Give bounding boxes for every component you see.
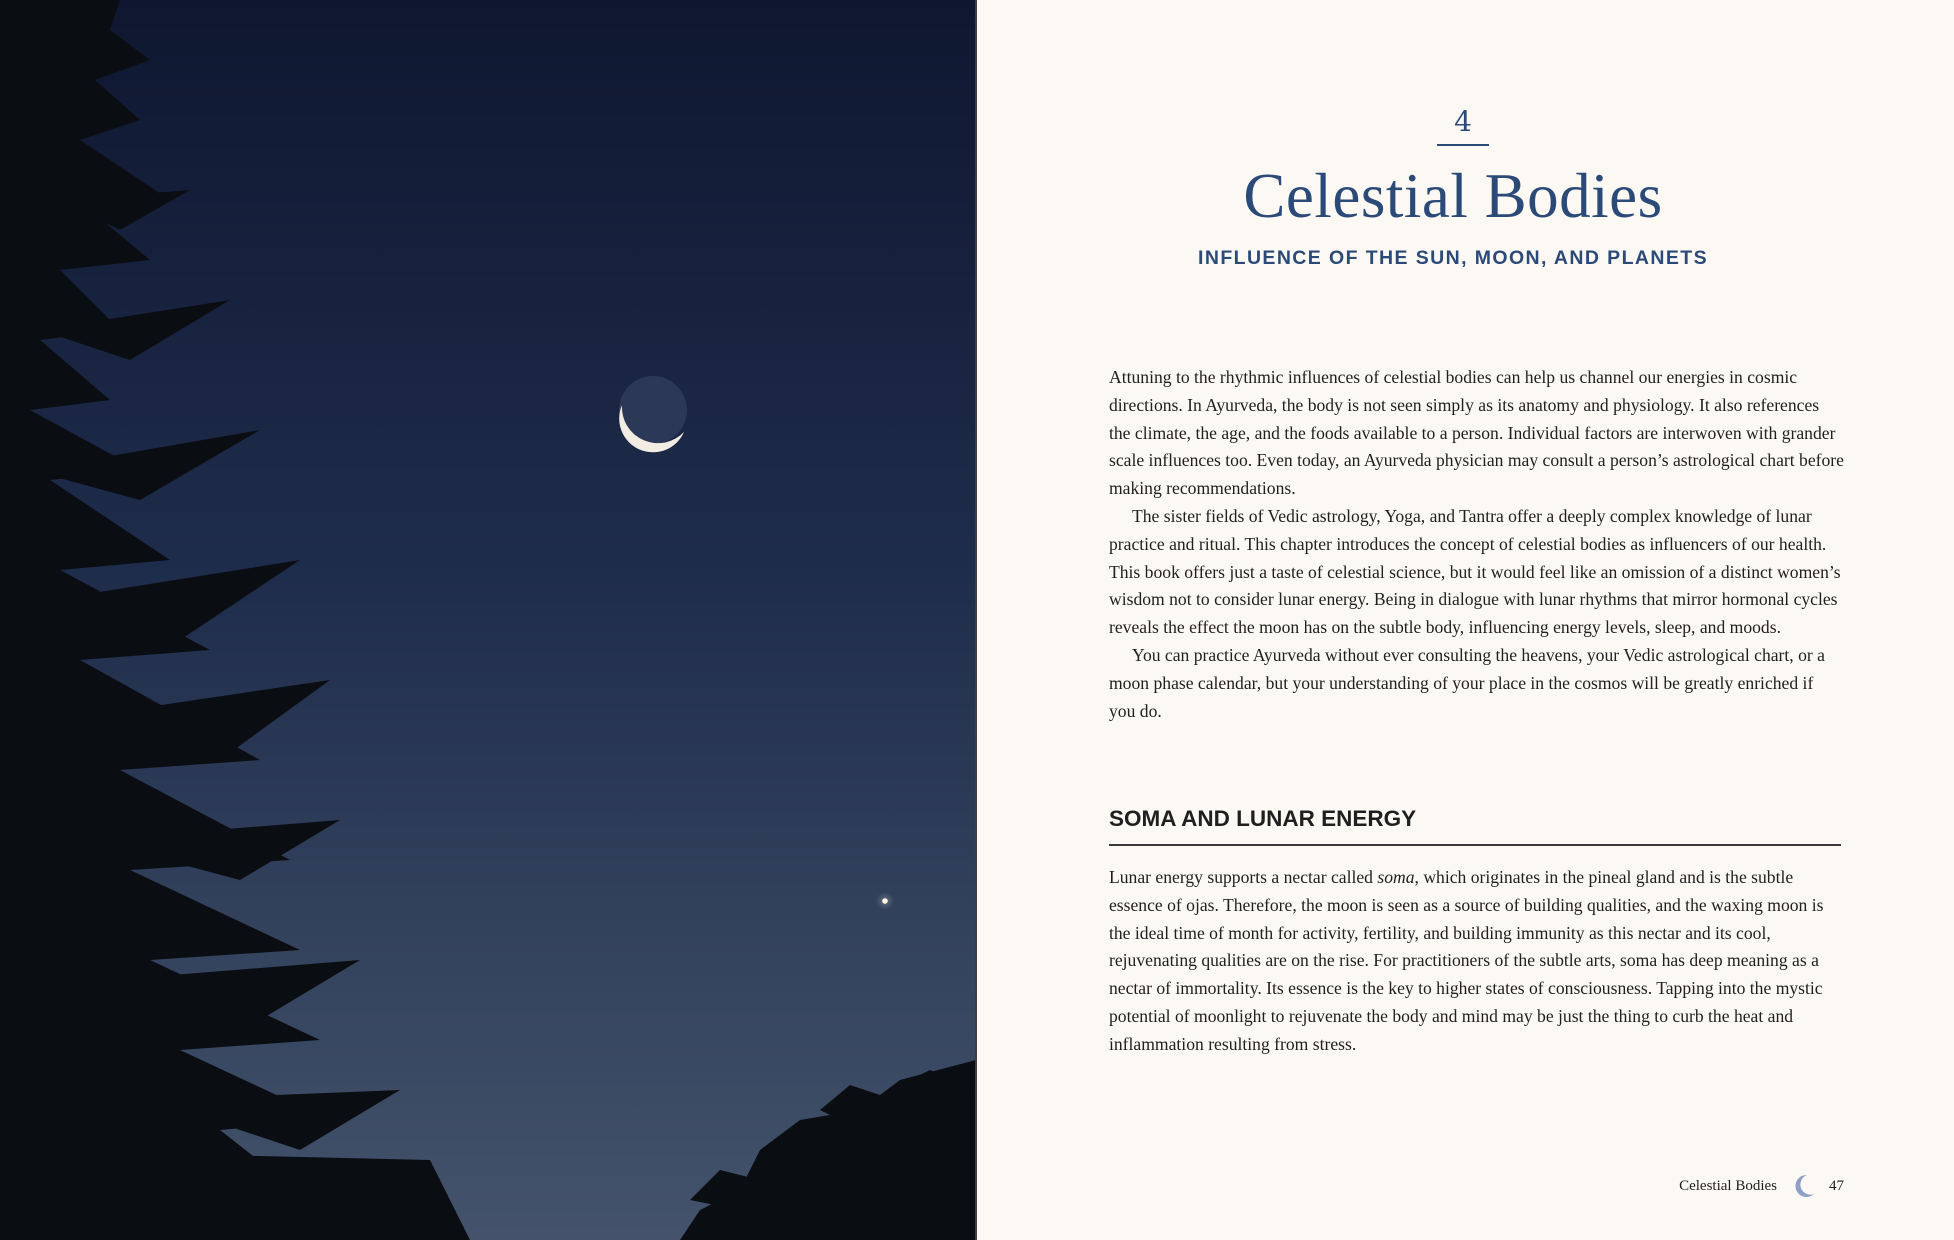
chapter-subtitle: INFLUENCE OF THE SUN, MOON, AND PLANETS: [1198, 247, 1708, 269]
intro-paragraph-3: You can practice Ayurveda without ever consulting the heavens, your Vedic astrological chart, or a moon phase calendar, but your understanding of your place in the cosmos will be greatly enriched if you do.: [1109, 644, 1825, 721]
intro-paragraph-1: Attuning to the rhythmic influences of celestial bodies can help us channel our energies in cosmic directions. In Ayurveda, the body is not seen simply as its anatomy and physiology. It also references the climate, the age, and the foods available to a person. Individual factors are interwoven with grander scale influences too. Even today, an Ayurveda physician may consult a person’s astrological chart before making recommendations.: [1109, 367, 1844, 499]
chapter-number: 4: [1454, 105, 1472, 138]
page-number: 47: [1829, 1177, 1844, 1194]
right-page: [977, 0, 1954, 1240]
section-paragraph-1-rest: , which originates in the pineal gland and is the subtle essence of ojas. Therefore, the moon is seen as a source of building qualities, and the waxing moon is the ideal time of month for activity, fertility, and building immunity as this nectar and its cool, rejuvenating qualities are on the rise. For practitioners of the subtle arts, soma has deep meaning as a nectar of immortality. Its essence is the key to higher states of consciousness. Tapping into the mystic potential of moonlight to rejuvenate the body and mind may be just the thing to curb the heat and inflammation resulting from stress.: [1109, 867, 1824, 1054]
section-text: [1109, 864, 1844, 1059]
soma-term: soma: [1377, 867, 1415, 887]
intro-paragraph-2: The sister fields of Vedic astrology, Yoga, and Tantra offer a deeply complex knowledge of lunar practice and ritual. This chapter introduces the concept of celestial bodies as influencers of our health. This book offers just a taste of celestial science, but it would feel like an omission of a distinct women’s wisdom not to consider lunar energy. Being in dialogue with lunar rhythms that mirror hormonal cycles reveals the effect the moon has on the subtle body, influencing energy levels, sleep, and moods.: [1109, 505, 1841, 638]
chapter-title: Celestial Bodies: [1243, 161, 1663, 231]
crescent-moon-icon: [1793, 1174, 1815, 1198]
section-paragraph-1: [1109, 864, 1844, 1059]
running-title: Celestial Bodies: [1679, 1177, 1777, 1194]
crescent-moon: [619, 376, 687, 452]
section-heading: SOMA AND LUNAR ENERGY: [1109, 806, 1417, 831]
section-paragraph-1-start: Lunar energy supports a nectar called: [1109, 867, 1378, 887]
section-heading-rule: [1109, 844, 1841, 846]
intro-text: [1109, 364, 1844, 725]
chapter-number-rule: [1437, 144, 1489, 146]
night-sky-photo: [0, 0, 976, 1240]
page-footer: [1679, 1172, 1844, 1200]
